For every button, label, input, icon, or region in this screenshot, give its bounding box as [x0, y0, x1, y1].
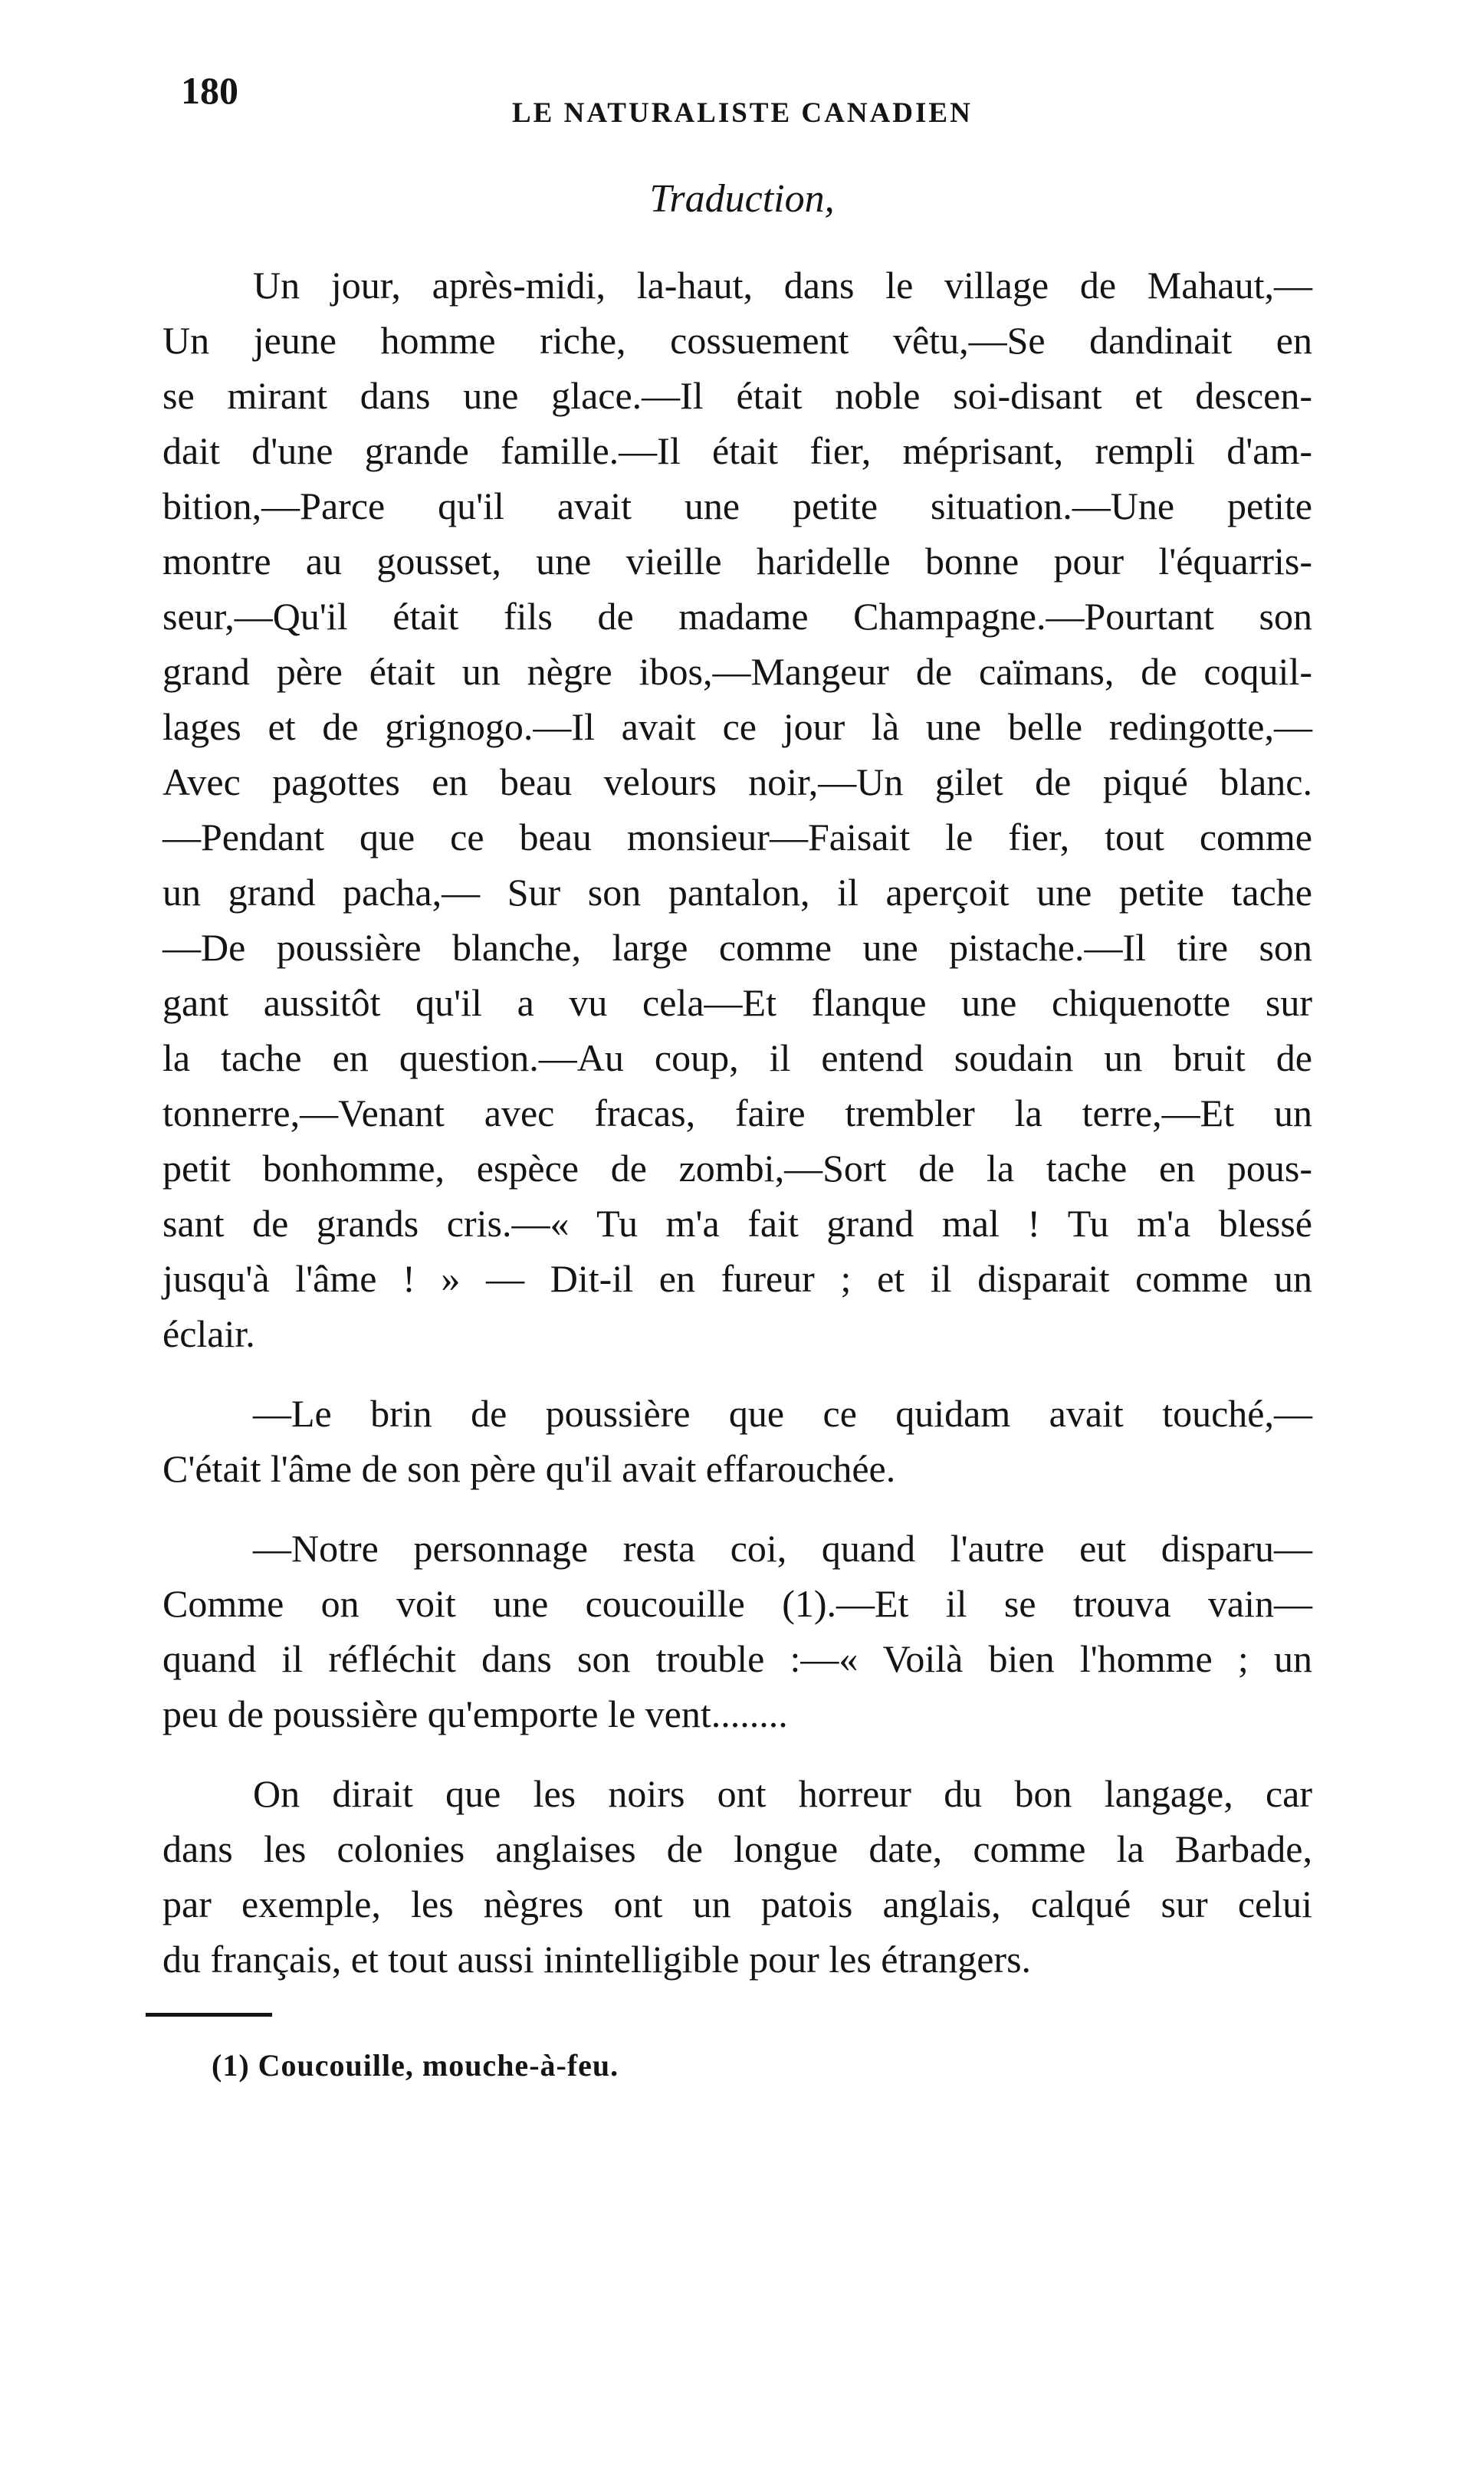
paragraph — [163, 1386, 1312, 1496]
text-line: seur,—Qu'il était fils de madame Champagne.—Pourtant son — [163, 595, 1312, 638]
text-line: Avec pagottes en beau velours noir,—Un gilet de piqué blanc. — [163, 760, 1312, 803]
running-title: LE NATURALISTE CANADIEN — [512, 97, 973, 129]
text-line: Un jeune homme riche, cossuement vêtu,—Se dandinait en — [163, 319, 1312, 362]
text-line: se mirant dans une glace.—Il était noble soi-disant et descen- — [163, 374, 1312, 417]
text-line: On dirait que les noirs ont horreur du bon langage, car — [253, 1772, 1312, 1815]
text-line: la tache en question.—Au coup, il entend soudain un bruit de — [163, 1036, 1312, 1079]
text-line: Comme on voit une coucouille (1).—Et il se trouva vain— — [163, 1582, 1312, 1625]
text-line: un grand pacha,— Sur son pantalon, il aperçoit une petite tache — [163, 871, 1312, 914]
text-line: petit bonhomme, espèce de zombi,—Sort de la tache en pous- — [163, 1147, 1312, 1190]
text-line: lages et de grignogo.—Il avait ce jour là une belle redingotte,— — [163, 705, 1312, 748]
text-line: gant aussitôt qu'il a vu cela—Et flanque une chiquenotte sur — [163, 981, 1312, 1024]
page-number: 180 — [181, 69, 238, 112]
text-line: montre au gousset, une vieille haridelle bonne pour l'équarris- — [163, 540, 1312, 583]
paragraph — [163, 258, 1312, 1361]
text-line: —Le brin de poussière que ce quidam avait touché,— — [253, 1392, 1312, 1435]
text-line: peu de poussière qu'emporte le vent........ — [163, 1692, 788, 1735]
text-line: par exemple, les nègres ont un patois anglais, calqué sur celui — [163, 1883, 1312, 1925]
text-line: sant de grands cris.—« Tu m'a fait grand mal ! Tu m'a blessé — [163, 1202, 1312, 1245]
text-line: —De poussière blanche, large comme une pistache.—Il tire son — [163, 926, 1312, 969]
text-line: bition,—Parce qu'il avait une petite situation.—Une petite — [163, 484, 1312, 527]
text-line: —Notre personnage resta coi, quand l'autre eut disparu— — [253, 1527, 1312, 1570]
text-line: grand père était un nègre ibos,—Mangeur de caïmans, de coquil- — [163, 650, 1312, 693]
body-text — [163, 258, 1312, 1987]
text-line: dans les colonies anglaises de longue date, comme la Barbade, — [163, 1827, 1312, 1870]
text-line: —Pendant que ce beau monsieur—Faisait le fier, tout comme — [163, 816, 1312, 858]
footnote: (1) Coucouille, mouche-à-feu. — [212, 2048, 619, 2083]
paragraph — [163, 1521, 1312, 1741]
text-line: C'était l'âme de son père qu'il avait effarouchée. — [163, 1447, 896, 1490]
text-line: Un jour, après-midi, la-haut, dans le village de Mahaut,— — [253, 264, 1312, 307]
text-line: tonnerre,—Venant avec fracas, faire trembler la terre,—Et un — [163, 1091, 1312, 1134]
text-line: du français, et tout aussi inintelligible pour les étrangers. — [163, 1938, 1032, 1981]
text-line: dait d'une grande famille.—Il était fier, méprisant, rempli d'am- — [163, 429, 1312, 472]
text-line: jusqu'à l'âme ! » — Dit-il en fureur ; et il disparait comme un — [163, 1257, 1312, 1300]
section-title: Traduction, — [649, 177, 835, 221]
text-line: quand il réfléchit dans son trouble :—« Voilà bien l'homme ; un — [163, 1637, 1312, 1680]
footnote-rule — [146, 2013, 272, 2017]
text-line: éclair. — [163, 1312, 255, 1355]
paragraph — [163, 1766, 1312, 1987]
